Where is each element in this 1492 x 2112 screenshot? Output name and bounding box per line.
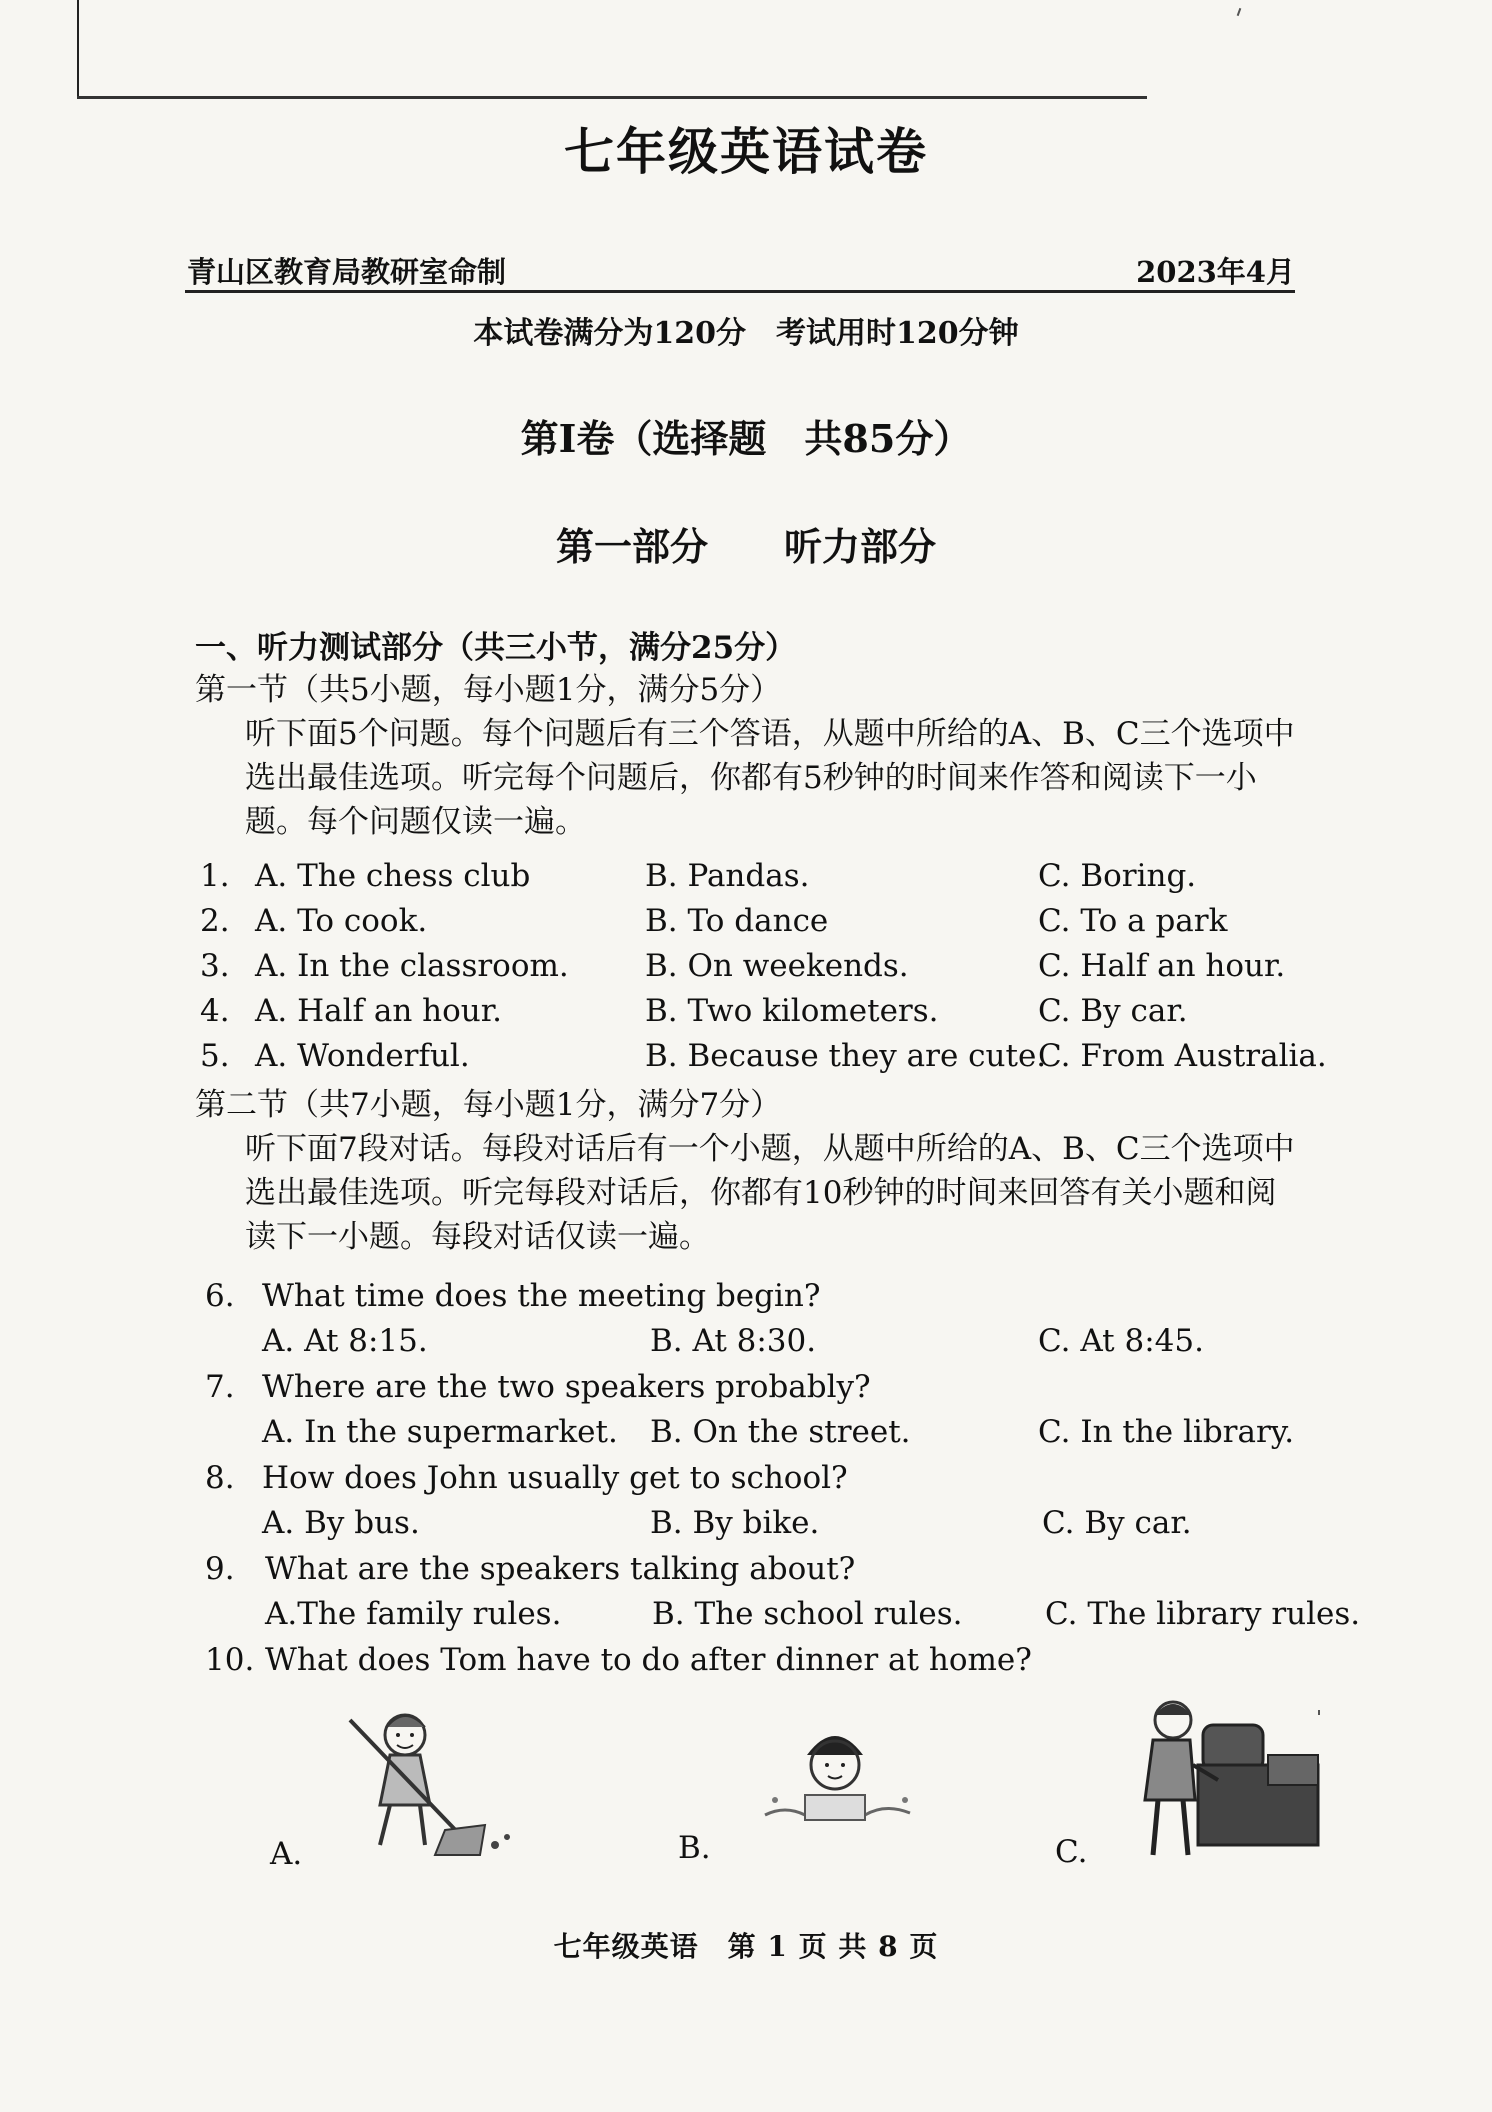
picture-sweeping	[325, 1705, 525, 1865]
option-a: A. The chess club	[255, 858, 531, 894]
section-heading: 一、听力测试部分（共三小节，满分25分）	[195, 630, 797, 666]
picture-label-b: B.	[678, 1830, 711, 1866]
top-rule	[77, 96, 1147, 99]
option-c: C. The library rules.	[1045, 1596, 1361, 1632]
option-a: A. To cook.	[255, 903, 428, 939]
option-b: B. On weekends.	[645, 948, 909, 984]
instructions-text: 听下面7段对话。每段对话后有一个小题，从题中所给的A、B、C三个选项中选出最佳选项。听完每段对话后，你都有10秒钟的时间来回答有关小题和阅读下一小题。每段对话仅读一遍。	[245, 1131, 1295, 1255]
option-c: C. To a park	[1038, 903, 1228, 939]
option-b: B. To dance	[645, 903, 829, 939]
exam-info: 本试卷满分为120分 考试用时120分钟	[473, 316, 1019, 351]
option-a: A. In the supermarket.	[262, 1414, 618, 1450]
option-b: B. Because they are cute.	[645, 1038, 1047, 1074]
option-a: A. Half an hour.	[255, 993, 503, 1029]
question-number: 3.	[200, 948, 230, 984]
option-b: B. The school rules.	[652, 1596, 963, 1632]
option-a: A. Wonderful.	[255, 1038, 470, 1074]
exam-date: 2023年4月	[1136, 255, 1295, 289]
option-b: B. Two kilometers.	[645, 993, 939, 1029]
option-b: B. By bike.	[650, 1505, 820, 1541]
option-c: C. Boring.	[1038, 858, 1197, 894]
scan-mark	[1318, 1710, 1320, 1715]
question-number: 8.	[205, 1460, 235, 1496]
question-number: 4.	[200, 993, 230, 1029]
question-number: 7.	[205, 1369, 235, 1405]
option-b: B. Pandas.	[645, 858, 810, 894]
option-c: C. At 8:45.	[1038, 1323, 1204, 1359]
picture-label-c: C.	[1055, 1834, 1088, 1870]
page-footer: 七年级英语 第 1 页 共 8 页	[553, 1930, 939, 1963]
question-number: 2.	[200, 903, 230, 939]
option-b: B. At 8:30.	[650, 1323, 817, 1359]
option-c: C. In the library.	[1038, 1414, 1295, 1450]
picture-washing	[745, 1720, 945, 1880]
question-number: 1.	[200, 858, 230, 894]
option-b: B. On the street.	[650, 1414, 911, 1450]
question-number: 6.	[205, 1278, 235, 1314]
question-stem: What does Tom have to do after dinner at home?	[265, 1642, 1032, 1678]
question-stem: What are the speakers talking about?	[265, 1551, 856, 1587]
picture-dishes	[1118, 1695, 1328, 1870]
option-c: C. By car.	[1042, 1505, 1192, 1541]
option-a: A. At 8:15.	[262, 1323, 428, 1359]
option-a: A.The family rules.	[265, 1596, 562, 1632]
question-stem: How does John usually get to school?	[262, 1460, 848, 1496]
issuer: 青山区教育局教研室命制	[187, 255, 507, 289]
question-number: 9.	[205, 1551, 235, 1587]
subsection2-title: 第二节（共7小题，每小题1分，满分7分）	[195, 1087, 782, 1123]
instructions-text: 听下面5个问题。每个问题后有三个答语，从题中所给的A、B、C三个选项中选出最佳选项。听完每个问题后，你都有5秒钟的时间来作答和阅读下一小题。每个问题仅读一遍。	[245, 716, 1295, 840]
option-c: C. From Australia.	[1038, 1038, 1327, 1074]
question-number: 5.	[200, 1038, 230, 1074]
option-c: C. By car.	[1038, 993, 1188, 1029]
corner-line	[77, 0, 79, 98]
question-stem: Where are the two speakers probably?	[262, 1369, 871, 1405]
question-number: 10.	[205, 1642, 255, 1678]
option-c: C. Half an hour.	[1038, 948, 1286, 984]
option-a: A. In the classroom.	[255, 948, 569, 984]
option-a: A. By bus.	[262, 1505, 420, 1541]
subsection2-instructions	[200, 1127, 1300, 1259]
scan-mark	[1237, 8, 1242, 16]
subsection1-instructions	[200, 712, 1300, 844]
page-title: 七年级英语试卷	[564, 122, 928, 181]
picture-label-a: A.	[270, 1836, 303, 1872]
part-title: 第一部分 听力部分	[555, 524, 936, 569]
volume-title: 第I卷（选择题 共85分）	[520, 416, 972, 461]
subsection1-title: 第一节（共5小题，每小题1分，满分5分）	[195, 672, 782, 708]
question-stem: What time does the meeting begin?	[262, 1278, 821, 1314]
